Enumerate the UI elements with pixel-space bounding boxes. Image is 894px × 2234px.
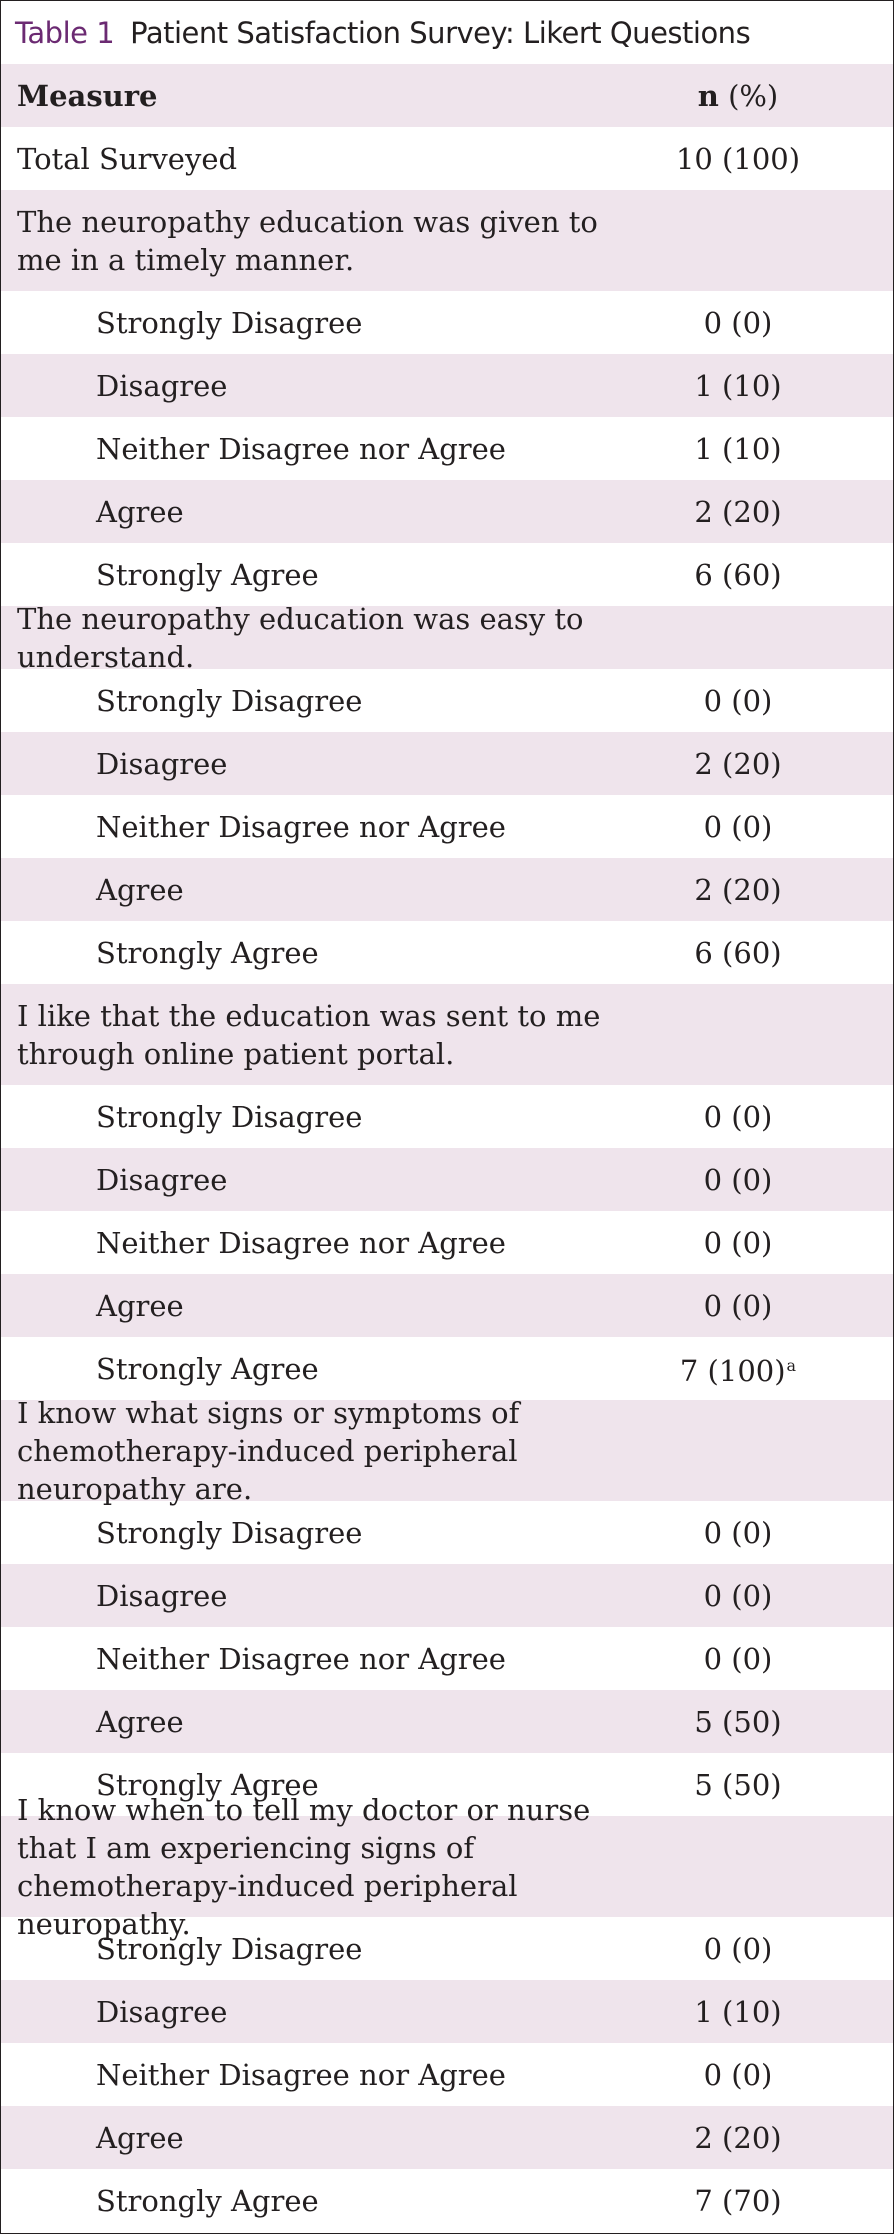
response-value	[623, 934, 893, 972]
header-pct: (%)	[728, 78, 779, 113]
response-value	[623, 682, 893, 720]
response-label: Neither Disagree nor Agree	[96, 1225, 506, 1260]
total-surveyed-row	[1, 127, 893, 190]
response-value	[623, 493, 893, 531]
response-value-text: 0 (0)	[703, 1578, 773, 1613]
table-label: Table 1	[15, 15, 115, 50]
response-value	[623, 1993, 893, 2031]
response-value-text: 0 (0)	[703, 305, 773, 340]
question-row	[1, 1792, 893, 1941]
response-label: Strongly Disagree	[96, 1515, 363, 1550]
response-value-text: 0 (0)	[703, 1162, 773, 1197]
response-row	[1, 2106, 893, 2169]
response-label: Agree	[96, 1288, 184, 1323]
response-value-text: 5 (50)	[694, 1767, 782, 1802]
response-value-text: 0 (0)	[703, 1225, 773, 1260]
response-label: Disagree	[96, 746, 228, 781]
response-value-text: 1 (10)	[694, 431, 782, 466]
response-row	[1, 1148, 893, 1211]
response-value-text: 1 (10)	[694, 368, 782, 403]
response-value-text: 0 (0)	[703, 1515, 773, 1550]
response-value-text: 0 (0)	[703, 1641, 773, 1676]
response-value	[623, 304, 893, 342]
response-label: Strongly Agree	[96, 935, 319, 970]
response-row	[1, 2043, 893, 2106]
response-row	[1, 417, 893, 480]
response-value	[623, 430, 893, 468]
response-value-text: 0 (0)	[703, 683, 773, 718]
question-text: I know what signs or symptoms of chemotherapy-induced peripheral neuropathy are.	[17, 1395, 520, 1506]
response-row	[1, 543, 893, 606]
response-row	[1, 1337, 893, 1400]
response-label: Strongly Disagree	[96, 683, 363, 718]
response-value	[623, 1161, 893, 1199]
response-label: Strongly Agree	[96, 1767, 319, 1802]
response-label: Strongly Disagree	[96, 305, 363, 340]
footnote-marker: a	[786, 1356, 797, 1375]
response-row	[1, 1211, 893, 1274]
response-value	[623, 367, 893, 405]
response-value	[623, 1577, 893, 1615]
total-surveyed-value: 10 (100)	[675, 141, 801, 176]
response-value	[623, 2182, 893, 2220]
response-value	[623, 808, 893, 846]
response-row	[1, 1085, 893, 1148]
response-label: Neither Disagree nor Agree	[96, 1641, 506, 1676]
response-row	[1, 1627, 893, 1690]
response-value	[623, 1703, 893, 1741]
response-label: Disagree	[96, 1162, 228, 1197]
response-row	[1, 669, 893, 732]
response-row	[1, 1980, 893, 2043]
response-value	[623, 745, 893, 783]
response-label: Disagree	[96, 1578, 228, 1613]
question-row	[1, 1395, 893, 1506]
response-value	[623, 2056, 893, 2094]
response-row	[1, 795, 893, 858]
questions-body	[1, 190, 893, 2232]
response-value	[623, 2119, 893, 2157]
response-value	[623, 871, 893, 909]
response-label: Agree	[96, 2120, 184, 2155]
response-row	[1, 732, 893, 795]
response-row	[1, 1274, 893, 1337]
response-value-text: 6 (60)	[694, 935, 782, 970]
response-row	[1, 480, 893, 543]
response-label: Strongly Agree	[96, 2183, 319, 2218]
response-label: Strongly Agree	[96, 1351, 319, 1386]
response-value-text: 6 (60)	[694, 557, 782, 592]
response-row	[1, 291, 893, 354]
table-caption	[1, 1, 893, 64]
question-text: I like that the education was sent to me through online patient portal.	[17, 998, 601, 1071]
response-value-text: 0 (0)	[703, 1099, 773, 1134]
response-label: Agree	[96, 872, 184, 907]
response-value	[623, 1287, 893, 1325]
response-label: Neither Disagree nor Agree	[96, 431, 506, 466]
response-value	[623, 1766, 893, 1804]
table-title: Patient Satisfaction Survey: Likert Questions	[130, 15, 751, 50]
response-row	[1, 1564, 893, 1627]
response-value-text: 2 (20)	[694, 872, 782, 907]
response-label: Strongly Agree	[96, 557, 319, 592]
response-value	[623, 1347, 893, 1390]
response-value-text: 2 (20)	[694, 746, 782, 781]
response-row	[1, 354, 893, 417]
response-label: Strongly Disagree	[96, 1099, 363, 1134]
response-value	[623, 1930, 893, 1968]
question-row	[1, 190, 893, 291]
response-value-text: 0 (0)	[703, 809, 773, 844]
response-value	[623, 1224, 893, 1262]
header-n: n	[697, 78, 719, 113]
header-measure: Measure	[17, 78, 158, 113]
response-value-text: 0 (0)	[703, 2057, 773, 2092]
question-text: I know when to tell my doctor or nurse that I am experiencing signs of chemotherapy-induced peripheral neuropathy.	[17, 1792, 591, 1941]
response-value	[623, 1514, 893, 1552]
response-label: Neither Disagree nor Agree	[96, 2057, 506, 2092]
table-header-row	[1, 64, 893, 127]
response-label: Strongly Disagree	[96, 1931, 363, 1966]
response-value-text: 2 (20)	[694, 494, 782, 529]
header-n-pct	[623, 77, 893, 115]
question-row	[1, 601, 893, 674]
response-value-text: 1 (10)	[694, 1994, 782, 2029]
question-row	[1, 984, 893, 1085]
response-value-text: 0 (0)	[703, 1288, 773, 1323]
response-value-text: 0 (0)	[703, 1931, 773, 1966]
response-value	[623, 1098, 893, 1136]
response-value-text: 5 (50)	[694, 1704, 782, 1739]
response-label: Agree	[96, 1704, 184, 1739]
response-row	[1, 1690, 893, 1753]
response-label: Disagree	[96, 1994, 228, 2029]
response-value-text: 7 (70)	[694, 2183, 782, 2218]
response-row	[1, 1501, 893, 1564]
response-value-text: 2 (20)	[694, 2120, 782, 2155]
response-label: Agree	[96, 494, 184, 529]
question-text: The neuropathy education was easy to understand.	[17, 601, 584, 674]
response-row	[1, 858, 893, 921]
response-label: Disagree	[96, 368, 228, 403]
response-label: Neither Disagree nor Agree	[96, 809, 506, 844]
total-surveyed-label: Total Surveyed	[17, 141, 238, 176]
response-row	[1, 2169, 893, 2232]
response-value	[623, 1640, 893, 1678]
response-row	[1, 921, 893, 984]
response-value-text: 7 (100)	[679, 1354, 786, 1388]
question-text: The neuropathy education was given to me in a timely manner.	[17, 204, 598, 277]
response-value	[623, 556, 893, 594]
